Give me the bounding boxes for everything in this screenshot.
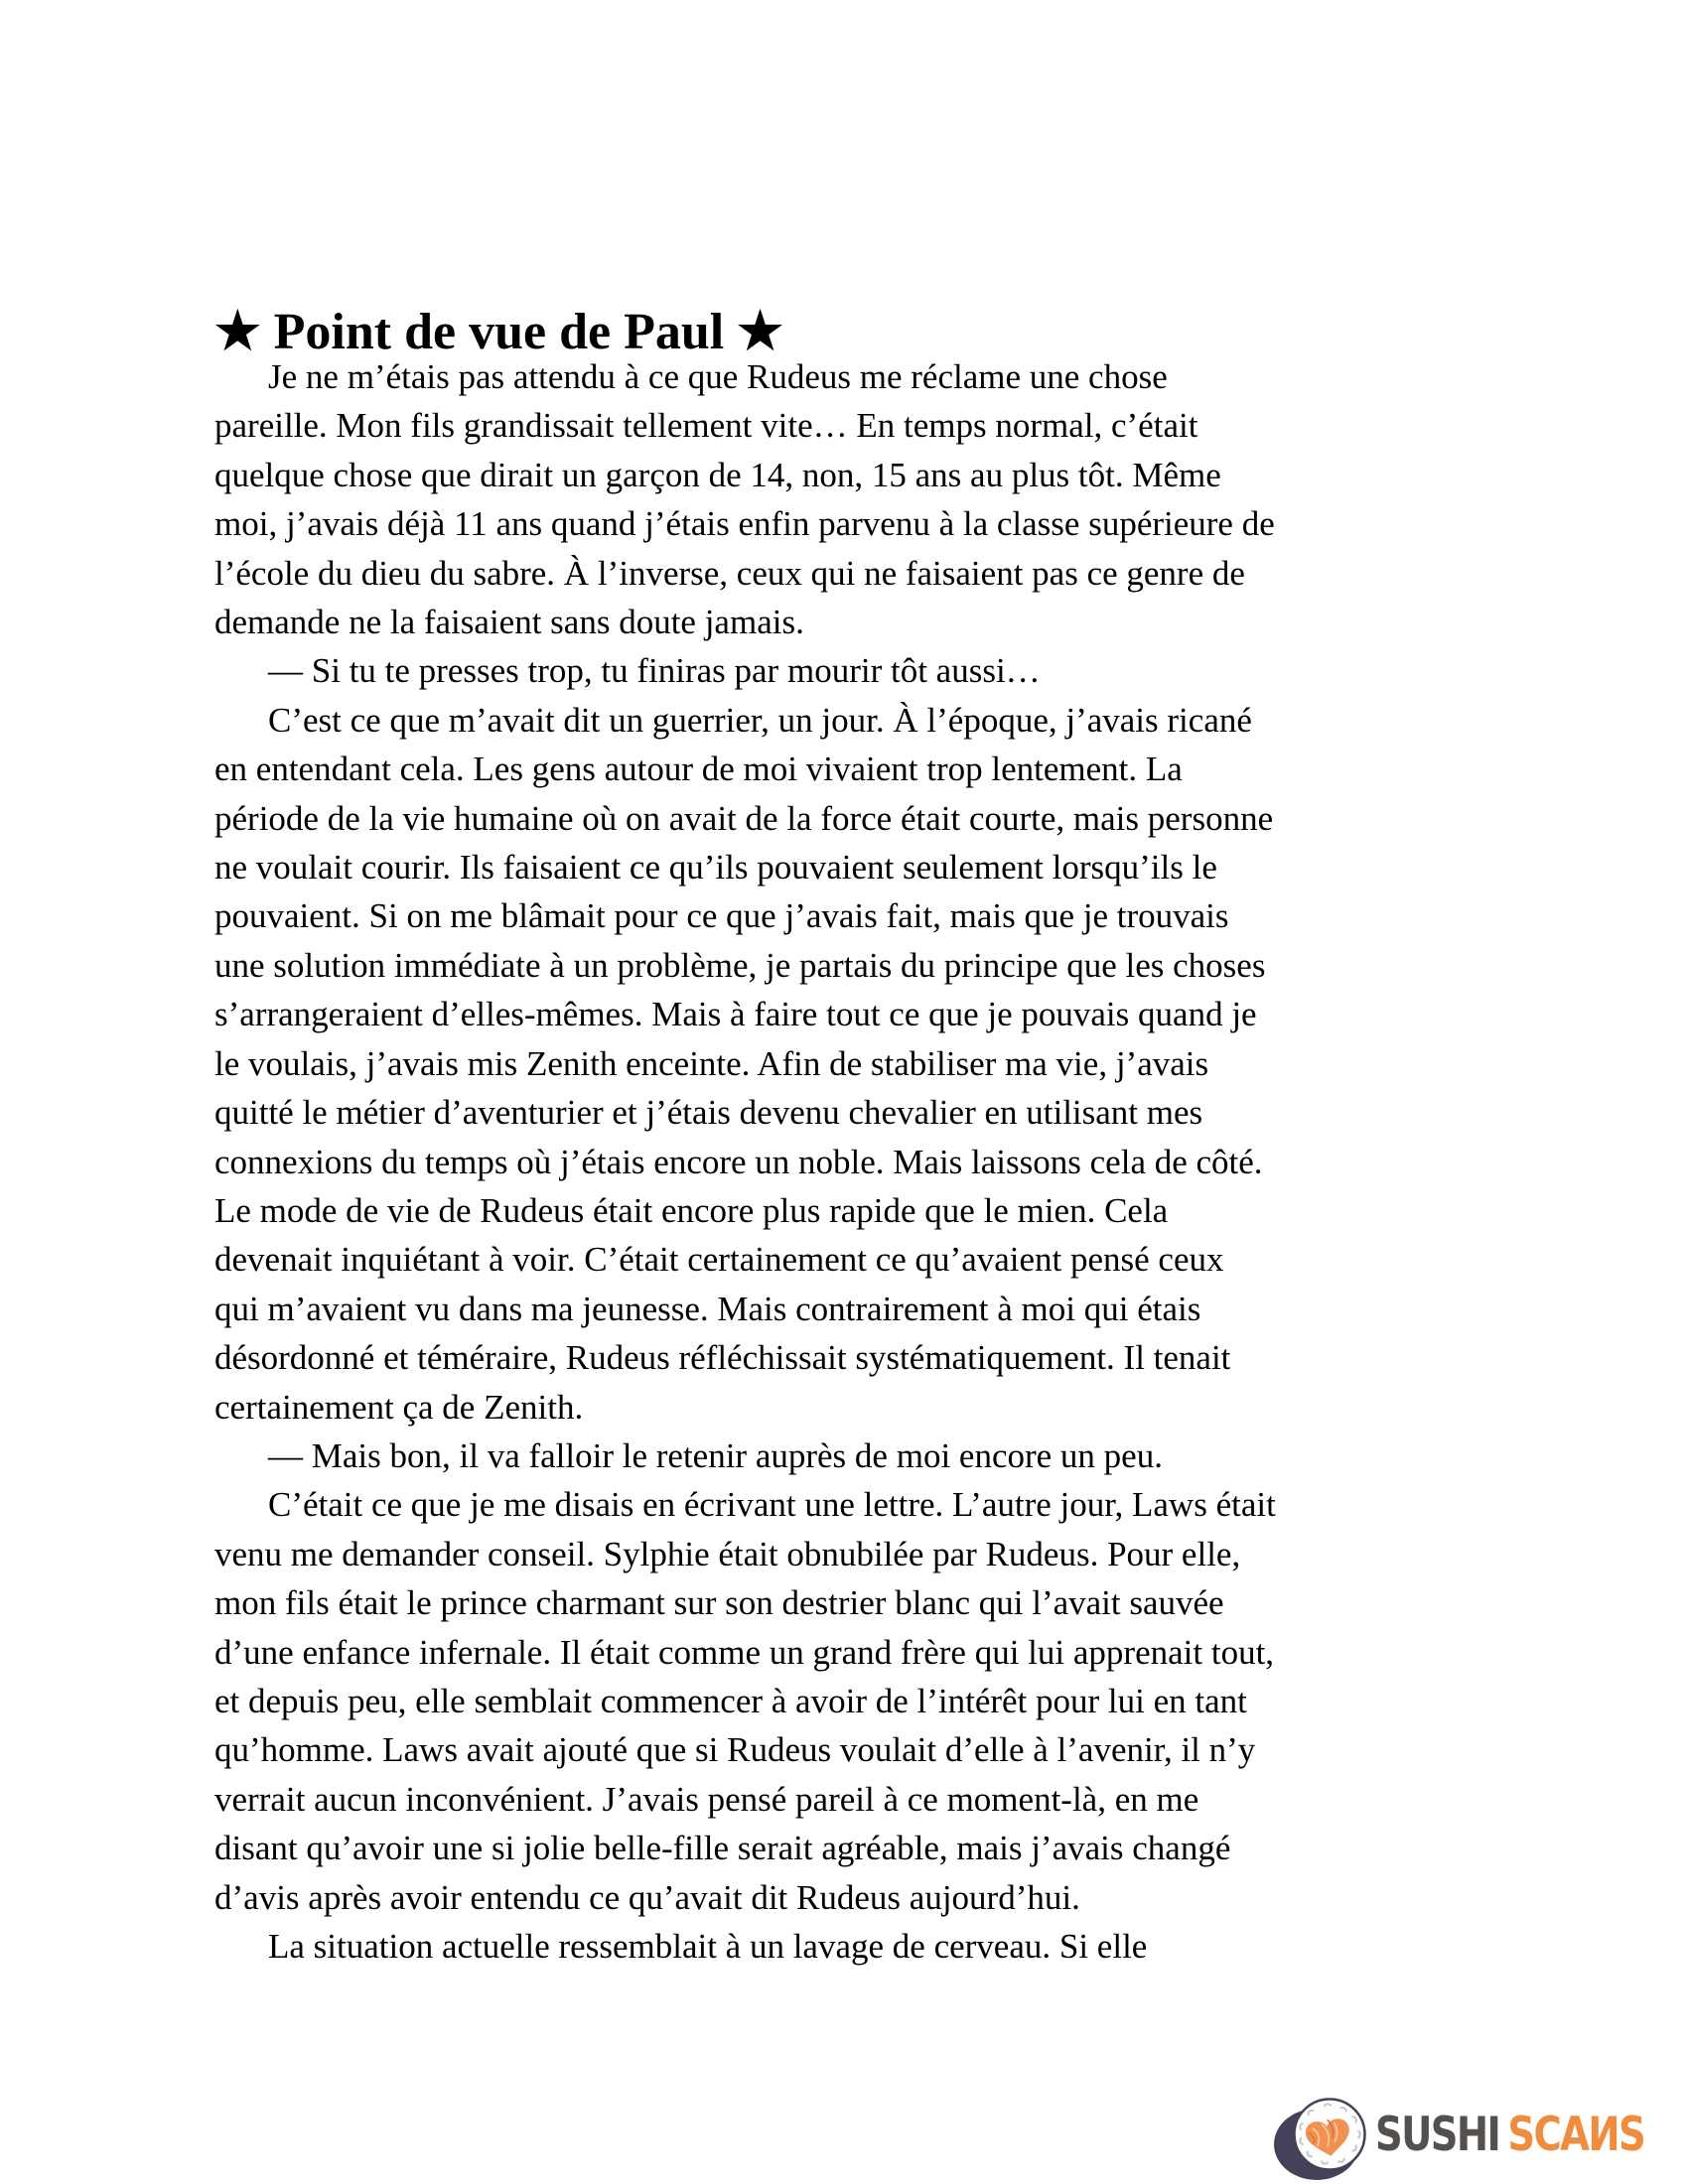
text-line: La situation actuelle ressemblait à un lavage de cerveau. Si elle: [268, 1927, 1148, 1966]
text-line: qui m’avaient vu dans ma jeunesse. Mais contrairement à moi qui étais: [214, 1289, 1201, 1328]
text-line: venu me demander conseil. Sylphie était obnubilée par Rudeus. Pour elle,: [214, 1534, 1241, 1573]
text-line: demande ne la faisaient sans doute jamais.: [214, 603, 804, 642]
text-line: — Si tu te presses trop, tu finiras par mourir tôt aussi…: [268, 651, 1041, 691]
text-line: quitté le métier d’aventurier et j’étais devenu chevalier en utilisant mes: [214, 1093, 1203, 1133]
chapter-title: ★ Point de vue de Paul ★: [214, 303, 783, 360]
text-line: d’une enfance infernale. Il était comme un grand frère qui lui apprenait tout,: [214, 1632, 1275, 1672]
wordmark-sushi: SUSHI: [1375, 2108, 1500, 2162]
text-line: désordonné et téméraire, Rudeus réfléchissait systématiquement. Il tenait: [214, 1338, 1231, 1378]
text-line: une solution immédiate à un problème, je partais du principe que les choses: [214, 945, 1266, 985]
text-line: ne voulait courir. Ils faisaient ce qu’ils pouvaient seulement lorsqu’ils le: [214, 848, 1217, 887]
text-line: devenait inquiétant à voir. C’était certainement ce qu’avaient pensé ceux: [214, 1240, 1224, 1280]
paragraph: [214, 352, 1495, 646]
paragraph: [214, 1432, 1495, 1480]
paragraph: [214, 646, 1495, 695]
text-line: C’est ce que m’avait dit un guerrier, un jour. À l’époque, j’avais ricané: [268, 700, 1252, 740]
text-line: certainement ça de Zenith.: [214, 1387, 584, 1427]
text-line: en entendant cela. Les gens autour de moi vivaient trop lentement. La: [214, 750, 1183, 789]
text-line: quelque chose que dirait un garçon de 14, non, 15 ans au plus tôt. Même: [214, 455, 1221, 494]
paragraph: [214, 1922, 1495, 1971]
text-line: moi, j’avais déjà 11 ans quand j’étais enfin parvenu à la classe supérieure de: [214, 504, 1275, 544]
text-line: l’école du dieu du sabre. À l’inverse, ceux qui ne faisaient pas ce genre de: [214, 553, 1245, 593]
text-line: qu’homme. Laws avait ajouté que si Rudeus voulait d’elle à l’avenir, il n’y: [214, 1730, 1256, 1770]
text-line: verrait aucun inconvénient. J’avais pensé pareil à ce moment-là, en me: [214, 1779, 1199, 1819]
text-line: s’arrangeraient d’elles-mêmes. Mais à faire tout ce que je pouvais quand je: [214, 995, 1257, 1034]
text-line: pareille. Mon fils grandissait tellement vite… En temps normal, c’était: [214, 406, 1198, 446]
text-line: d’avis après avoir entendu ce qu’avait dit Rudeus aujourd’hui.: [214, 1877, 1080, 1917]
text-line: connexions du temps où j’étais encore un noble. Mais laissons cela de côté.: [214, 1142, 1263, 1181]
text-line: Je ne m’étais pas attendu à ce que Rudeus me réclame une chose: [268, 357, 1168, 396]
body-text: [214, 352, 1495, 1971]
text-line: et depuis peu, elle semblait commencer à avoir de l’intérêt pour lui en tant: [214, 1681, 1247, 1720]
wordmark-scans: SCAИS: [1507, 2108, 1645, 2162]
sushi-roll-heart-icon: [1273, 2097, 1373, 2181]
text-line: C’était ce que je me disais en écrivant une lettre. L’autre jour, Laws était: [268, 1485, 1276, 1525]
paragraph: [214, 1480, 1495, 1922]
text-line: — Mais bon, il va falloir le retenir auprès de moi encore un peu.: [268, 1435, 1163, 1475]
text-line: pouvaient. Si on me blâmait pour ce que j’avais fait, mais que je trouvais: [214, 896, 1229, 936]
text-line: mon fils était le prince charmant sur son destrier blanc qui l’avait sauvée: [214, 1583, 1224, 1623]
text-line: Le mode de vie de Rudeus était encore plus rapide que le mien. Cela: [214, 1190, 1169, 1230]
paragraph: [214, 696, 1495, 1432]
text-line: disant qu’avoir une si jolie belle-fille serait agréable, mais j’avais changé: [214, 1829, 1231, 1868]
publisher-wordmark: [1375, 2108, 1645, 2162]
text-line: période de la vie humaine où on avait de la force était courte, mais personne: [214, 798, 1274, 838]
publisher-logo: [1273, 2093, 1688, 2184]
text-line: le voulais, j’avais mis Zenith enceinte. Afin de stabiliser ma vie, j’avais: [214, 1043, 1209, 1083]
